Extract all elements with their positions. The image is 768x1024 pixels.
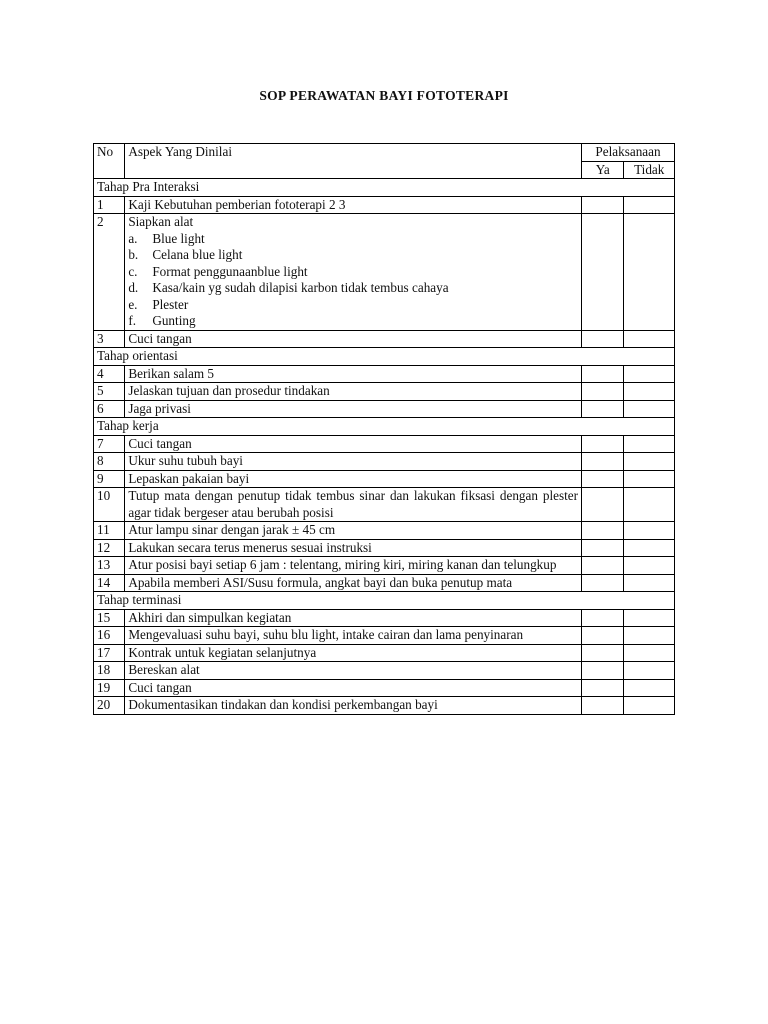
list-marker: a. <box>128 230 138 246</box>
row-number: 13 <box>94 557 125 575</box>
header-no: No <box>94 144 125 179</box>
tidak-cell[interactable] <box>624 488 675 522</box>
tidak-cell[interactable] <box>624 609 675 627</box>
row-aspect: Bereskan alat <box>125 662 582 680</box>
tidak-cell[interactable] <box>624 557 675 575</box>
stage-row-orientasi <box>94 348 675 366</box>
row-number: 11 <box>94 522 125 540</box>
row-aspect: Jelaskan tujuan dan prosedur tindakan <box>125 383 582 401</box>
row-number: 15 <box>94 609 125 627</box>
document-title: SOP PERAWATAN BAYI FOTOTERAPI <box>259 88 509 103</box>
tidak-cell[interactable] <box>624 196 675 214</box>
table-row <box>94 574 675 592</box>
ya-cell[interactable] <box>582 697 624 715</box>
stage-row-pra-interaksi <box>94 179 675 197</box>
list-item-text: Plester <box>152 296 189 312</box>
tidak-cell[interactable] <box>624 697 675 715</box>
row-aspect: Jaga privasi <box>125 400 582 418</box>
ya-cell[interactable] <box>582 330 624 348</box>
tidak-cell[interactable] <box>624 662 675 680</box>
list-item-text: Blue light <box>152 230 205 246</box>
table-row <box>94 470 675 488</box>
table-row <box>94 539 675 557</box>
row-aspect: Mengevaluasi suhu bayi, suhu blu light, intake cairan dan lama penyinaran <box>125 627 582 645</box>
stage-label: Tahap Pra Interaksi <box>94 179 675 197</box>
list-marker: b. <box>128 247 139 262</box>
row-number: 5 <box>94 383 125 401</box>
row-aspect: Lepaskan pakaian bayi <box>125 470 582 488</box>
row-number: 2 <box>94 214 125 331</box>
ya-cell[interactable] <box>582 196 624 214</box>
row-number: 8 <box>94 453 125 471</box>
header-ya: Ya <box>582 161 624 179</box>
ya-cell[interactable] <box>582 470 624 488</box>
table-row <box>94 697 675 715</box>
row-aspect: Dokumentasikan tindakan dan kondisi perkembangan bayi <box>125 697 582 715</box>
list-item <box>128 280 578 297</box>
table-row <box>94 644 675 662</box>
ya-cell[interactable] <box>582 435 624 453</box>
row-aspect: Cuci tangan <box>125 679 582 697</box>
table-row <box>94 662 675 680</box>
tidak-cell[interactable] <box>624 365 675 383</box>
tidak-cell[interactable] <box>624 627 675 645</box>
row-number: 1 <box>94 196 125 214</box>
ya-cell[interactable] <box>582 365 624 383</box>
tidak-cell[interactable] <box>624 539 675 557</box>
table-row <box>94 400 675 418</box>
tidak-cell[interactable] <box>624 679 675 697</box>
table-row <box>94 365 675 383</box>
list-item-text: Kasa/kain yg sudah dilapisi karbon tidak tembus cahaya <box>152 280 449 295</box>
row-number: 7 <box>94 435 125 453</box>
row-aspect: Cuci tangan <box>125 330 582 348</box>
row-aspect: Atur posisi bayi setiap 6 jam : telentang, miring kiri, miring kanan dan telungkup <box>125 557 582 575</box>
row-aspect: Tutup mata dengan penutup tidak tembus sinar dan lakukan fiksasi dengan plester agar tidak bergeser atau berubah posisi <box>125 488 582 522</box>
tidak-cell[interactable] <box>624 522 675 540</box>
row-number: 14 <box>94 574 125 592</box>
ya-cell[interactable] <box>582 539 624 557</box>
row-number: 6 <box>94 400 125 418</box>
ya-cell[interactable] <box>582 453 624 471</box>
header-row <box>94 144 675 162</box>
row-number: 12 <box>94 539 125 557</box>
sop-checklist-table <box>93 143 675 715</box>
list-item-text: Gunting <box>152 313 196 328</box>
row-aspect: Ukur suhu tubuh bayi <box>125 453 582 471</box>
row-number: 4 <box>94 365 125 383</box>
row-aspect: Berikan salam 5 <box>125 365 582 383</box>
tidak-cell[interactable] <box>624 453 675 471</box>
ya-cell[interactable] <box>582 557 624 575</box>
list-marker: c. <box>128 263 138 279</box>
table-row <box>94 627 675 645</box>
row-aspect-text: Siapkan alat <box>128 214 194 229</box>
tidak-cell[interactable] <box>624 214 675 331</box>
tidak-cell[interactable] <box>624 330 675 348</box>
row-number: 10 <box>94 488 125 522</box>
tidak-cell[interactable] <box>624 574 675 592</box>
row-aspect: Lakukan secara terus menerus sesuai instruksi <box>125 539 582 557</box>
header-tidak: Tidak <box>624 161 675 179</box>
row-number: 3 <box>94 330 125 348</box>
list-item <box>128 264 578 281</box>
table-row <box>94 435 675 453</box>
ya-cell[interactable] <box>582 488 624 522</box>
row-aspect: Cuci tangan <box>125 435 582 453</box>
row-aspect: Atur lampu sinar dengan jarak ± 45 cm <box>125 522 582 540</box>
row-aspect: Apabila memberi ASI/Susu formula, angkat bayi dan buka penutup mata <box>125 574 582 592</box>
table-row <box>94 557 675 575</box>
row-number: 18 <box>94 662 125 680</box>
list-item <box>128 247 578 264</box>
row-number: 9 <box>94 470 125 488</box>
tidak-cell[interactable] <box>624 644 675 662</box>
table-row <box>94 214 675 331</box>
equipment-list <box>128 231 578 330</box>
ya-cell[interactable] <box>582 644 624 662</box>
list-marker: f. <box>128 313 137 328</box>
ya-cell[interactable] <box>582 522 624 540</box>
row-number: 17 <box>94 644 125 662</box>
row-aspect: Kontrak untuk kegiatan selanjutnya <box>125 644 582 662</box>
table-row <box>94 522 675 540</box>
stage-row-kerja <box>94 418 675 436</box>
row-number: 20 <box>94 697 125 715</box>
ya-cell[interactable] <box>582 383 624 401</box>
list-marker: d. <box>128 280 139 295</box>
table-row <box>94 453 675 471</box>
ya-cell[interactable] <box>582 214 624 331</box>
ya-cell[interactable] <box>582 609 624 627</box>
stage-label: Tahap terminasi <box>94 592 675 610</box>
table-row <box>94 609 675 627</box>
ya-cell[interactable] <box>582 679 624 697</box>
row-aspect <box>125 214 582 331</box>
ya-cell[interactable] <box>582 627 624 645</box>
list-item <box>128 231 578 248</box>
row-aspect: Akhiri dan simpulkan kegiatan <box>125 609 582 627</box>
table-row <box>94 488 675 522</box>
tidak-cell[interactable] <box>624 383 675 401</box>
tidak-cell[interactable] <box>624 435 675 453</box>
tidak-cell[interactable] <box>624 470 675 488</box>
ya-cell[interactable] <box>582 574 624 592</box>
header-aspek: Aspek Yang Dinilai <box>125 144 582 179</box>
header-pelaksanaan: Pelaksanaan <box>582 144 675 162</box>
table-row <box>94 196 675 214</box>
stage-label: Tahap kerja <box>94 418 675 436</box>
list-item-text: Format penggunaanblue light <box>152 263 308 279</box>
row-number: 19 <box>94 679 125 697</box>
list-marker: e. <box>128 296 138 312</box>
row-aspect: Kaji Kebutuhan pemberian fototerapi 2 3 <box>125 196 582 214</box>
list-item <box>128 313 578 330</box>
stage-label: Tahap orientasi <box>94 348 675 366</box>
table-row <box>94 679 675 697</box>
table-row <box>94 330 675 348</box>
list-item-text: Celana blue light <box>152 247 243 262</box>
table-row <box>94 383 675 401</box>
tidak-cell[interactable] <box>624 400 675 418</box>
ya-cell[interactable] <box>582 400 624 418</box>
ya-cell[interactable] <box>582 662 624 680</box>
stage-row-terminasi <box>94 592 675 610</box>
list-item <box>128 297 578 314</box>
row-number: 16 <box>94 627 125 645</box>
